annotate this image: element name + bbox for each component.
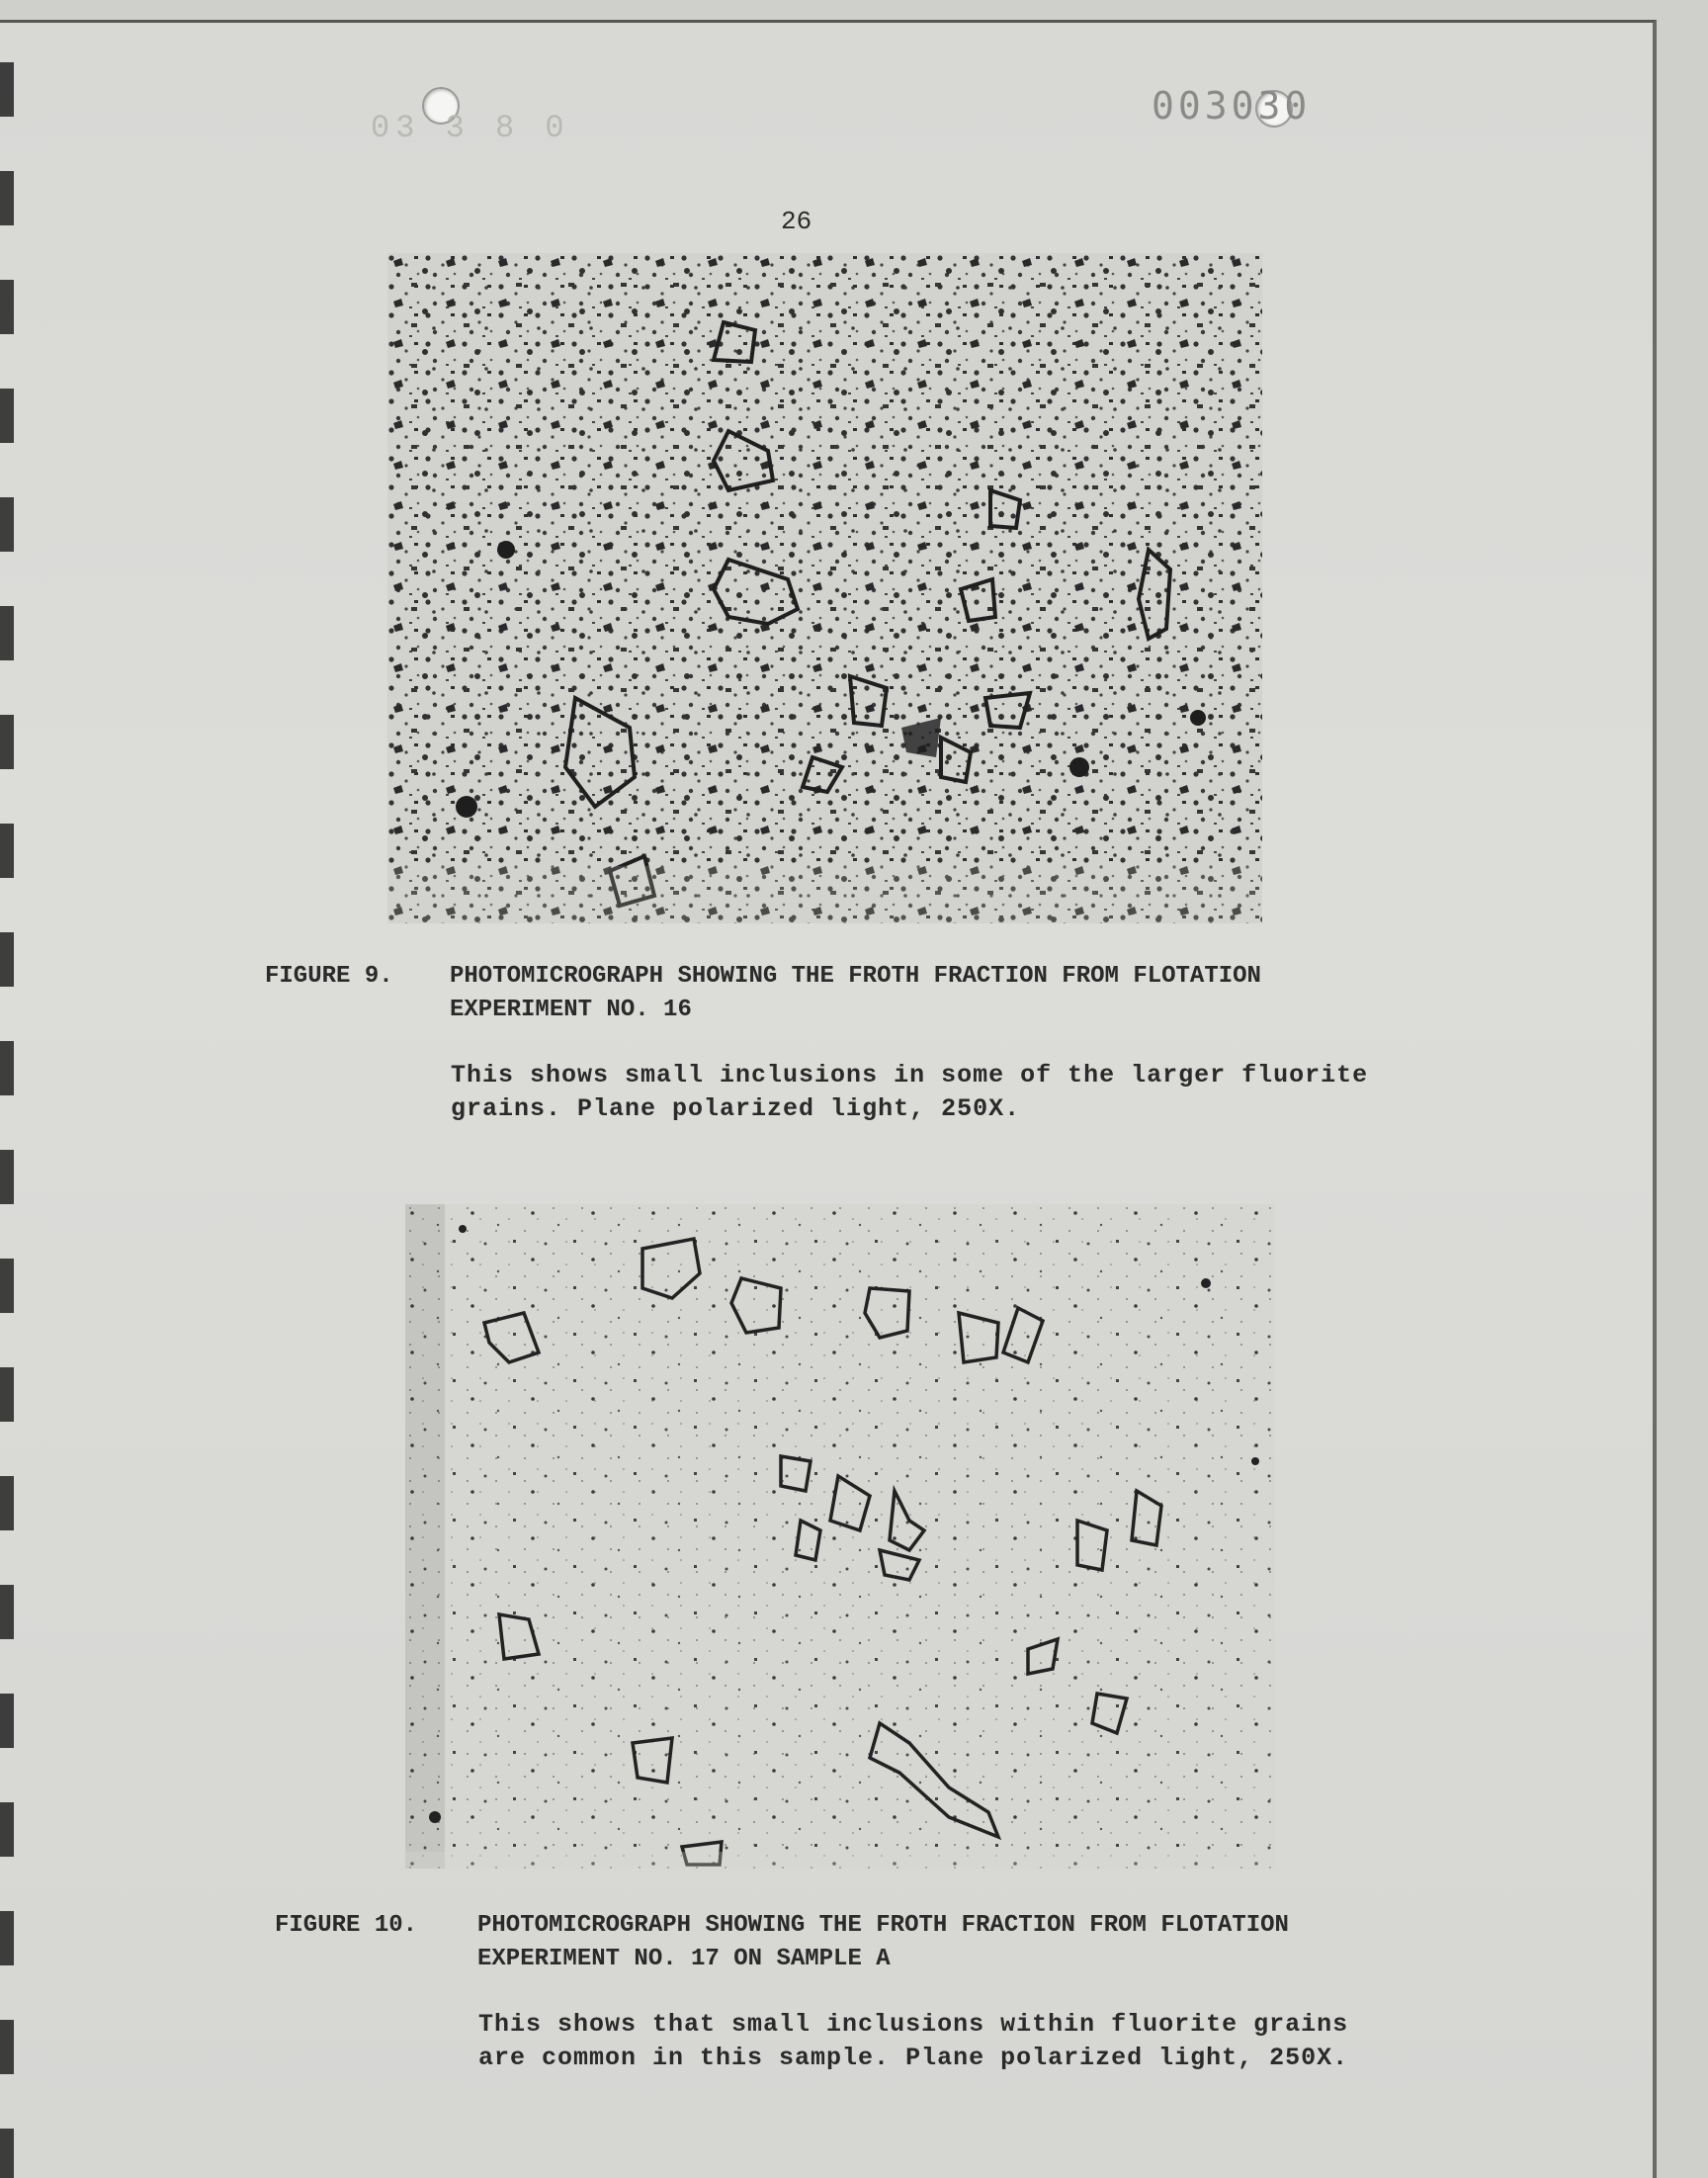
document-number: 003030 <box>1152 84 1312 128</box>
figure-10-title-line-2: EXPERIMENT NO. 17 ON SAMPLE A <box>477 1946 891 1972</box>
figure-10-label: FIGURE 10. <box>275 1912 418 1939</box>
figure-10-caption <box>275 1909 1461 1978</box>
figure-10-title-line-1: PHOTOMICROGRAPH SHOWING THE FROTH FRACTION FROM FLOTATION <box>477 1912 1289 1939</box>
figure-9-label: FIGURE 9. <box>265 963 393 990</box>
figure-10-description <box>478 2008 1348 2075</box>
figure-10-micrograph-image <box>405 1204 1275 1869</box>
figure-9-description <box>451 1059 1368 1126</box>
page-number: 26 <box>781 207 812 236</box>
figure-9-caption <box>265 960 1451 1029</box>
binding-edge <box>0 62 14 2178</box>
figure-9-description-line-2: grains. Plane polarized light, 250X. <box>451 1094 1021 1123</box>
document-page <box>0 20 1657 2178</box>
figure-9-title-line-1: PHOTOMICROGRAPH SHOWING THE FROTH FRACTION FROM FLOTATION <box>450 963 1261 990</box>
figure-10-photomicrograph <box>405 1204 1275 1869</box>
figure-9-micrograph-image <box>387 253 1262 923</box>
figure-9-photomicrograph <box>387 253 1262 923</box>
figure-9-title-line-2: EXPERIMENT NO. 16 <box>450 997 692 1023</box>
figure-9-description-line-1: This shows small inclusions in some of the larger fluorite <box>451 1061 1369 1089</box>
figure-10-description-line-1: This shows that small inclusions within fluorite grains <box>478 2010 1349 2039</box>
figure-10-description-line-2: are common in this sample. Plane polarized light, 250X. <box>478 2044 1349 2072</box>
faint-stamp: 03 3 8 0 <box>371 110 570 146</box>
